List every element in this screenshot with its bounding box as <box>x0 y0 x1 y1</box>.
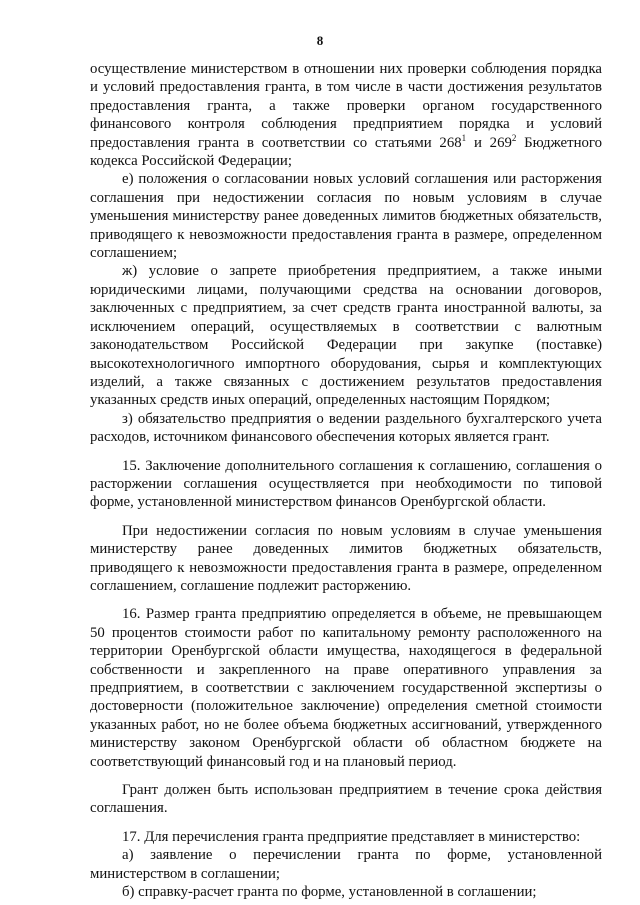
paragraph-text: осуществление министерством в отношении них проверки соблюдения порядка и условий предоставления гранта, в том числе в части достижения результатов предоставления гранта, а также проверки органом государственного финансового контроля соблюдения предприятием порядка и условий предоставления гранта в соответствии со статьями 268 <box>90 61 602 151</box>
document-body <box>90 60 602 901</box>
superscript: 2 <box>511 132 517 143</box>
paragraph-item-e: е) положения о согласовании новых условий соглашения или расторжения соглашения при недостижении согласия по новым условиям в случае уменьшения министерству ранее доведенных лимитов бюджетных обязательств, приводящего к невозможности предоставления гранта в размере, определенном соглашением; <box>90 171 602 262</box>
paragraph-grant-usage: Грант должен быть использован предприятием в течение срока действия соглашения. <box>90 782 602 817</box>
paragraph-item-a: а) заявление о перечислении гранта по форме, установленной министерством в соглашении; <box>90 847 602 882</box>
paragraph-clause-15: 15. Заключение дополнительного соглашения к соглашению, соглашения о расторжении соглашения осуществляется при необходимости по типовой форме, установленной министерством финансов Оренбургской области. <box>90 457 602 511</box>
paragraph-audit-conditions <box>90 60 602 170</box>
paragraph-text: и 269 <box>466 134 512 151</box>
paragraph-text: Бюджетного кодекса Российской Федерации; <box>90 134 602 170</box>
page-number: 8 <box>316 33 324 48</box>
paragraph-item-z: з) обязательство предприятия о ведении раздельного бухгалтерского учета расходов, источником финансового обеспечения которых является грант. <box>90 410 602 446</box>
paragraph-clause-17: 17. Для перечисления гранта предприятие представляет в министерство: <box>122 828 581 845</box>
paragraph-termination: При недостижении согласия по новым условиям в случае уменьшения министерству ранее доведенных лимитов бюджетных обязательств, приводящего к невозможности предоставления гранта в размере, определенном соглашением, соглашение подлежит расторжению. <box>90 522 602 594</box>
paragraph-item-b: б) справку-расчет гранта по форме, установленной в соглашении; <box>122 884 537 901</box>
paragraph-clause-16: 16. Размер гранта предприятию определяется в объеме, не превышающем 50 процентов стоимости работ по капитальному ремонту расположенного на территории Оренбургской области имущества, находящегося в федеральной собственности и закрепленного на праве оперативного управления за предприятием, в соответствии с заключением государственной экспертизы о достоверности (положительное заключение) определения сметной стоимости указанных работ, но не более объема бюджетных ассигнований, утвержденного министерству законом Оренбургской области об областном бюджете на соответствующий финансовый год и на плановый период. <box>90 606 602 770</box>
superscript: 1 <box>461 132 467 143</box>
paragraph-item-zh: ж) условие о запрете приобретения предприятием, а также иными юридическими лицами, получающими средства на основании договоров, заключенных с предприятием, за счет средств гранта иностранной валюты, за исключением операций, осуществляемых в соответствии с валютным законодательством Российской Федерации при закупке (поставке) высокотехнологичного импортного оборудования, сырья и комплектующих изделий, а также связанных с достижением результатов предоставления указанных средств иных операций, определенных настоящим Порядком; <box>90 263 602 409</box>
